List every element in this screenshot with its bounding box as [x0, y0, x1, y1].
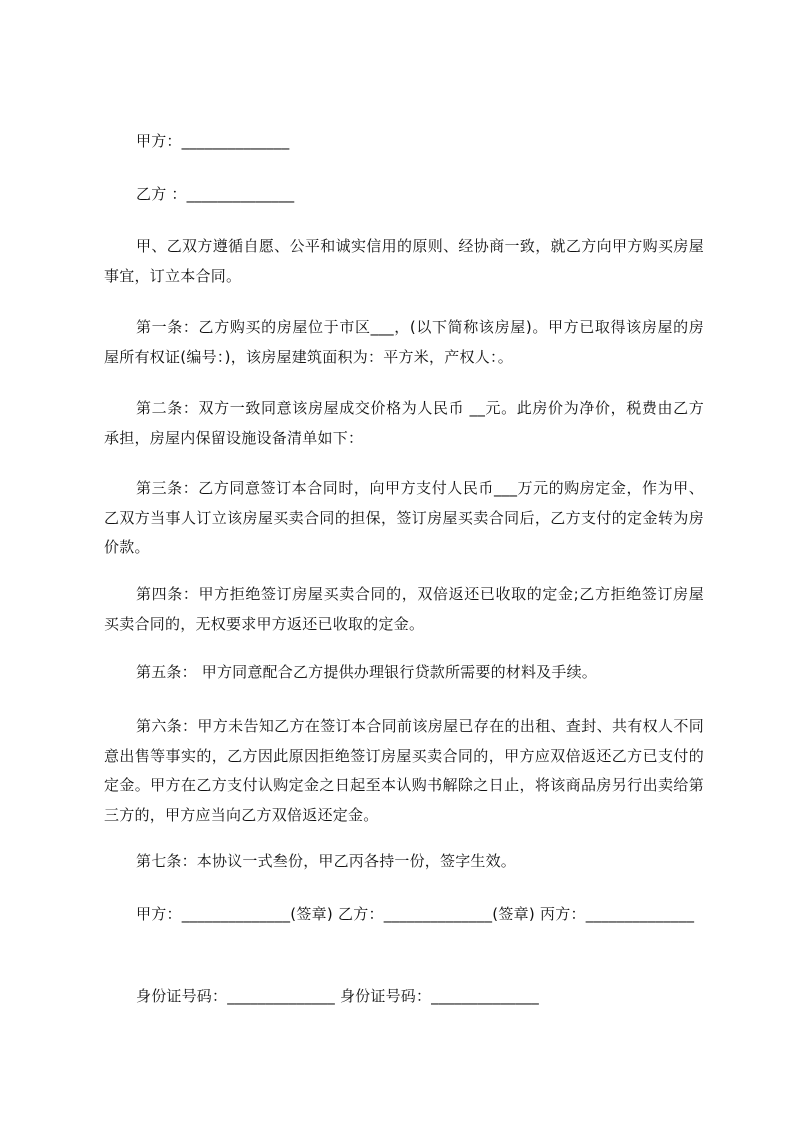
- article-5-line: 第五条： 甲方同意配合乙方提供办理银行贷款所需要的材料及手续。: [136, 663, 597, 681]
- article-4-paragraph: 第四条：甲方拒绝签订房屋买卖合同的，双倍返还已收取的定金;乙方拒绝签订房屋买卖合同的，无权要求甲方返还已收取的定金。: [104, 585, 704, 633]
- party-a-line: 甲方：______________: [136, 132, 290, 150]
- article-7-line: 第七条：本协议一式叁份，甲乙丙各持一份，签字生效。: [136, 852, 517, 870]
- id-numbers-line: 身份证号码：______________ 身份证号码：______________: [136, 987, 539, 1005]
- signatures-paragraph: 甲方：______________(签章) 乙方：______________(签章) 丙方：______________: [136, 905, 695, 923]
- article-1-paragraph: 第一条：乙方购买的房屋位于市区___，(以下简称该房屋)。甲方已取得该房屋的房屋所有权证(编号：)，该房屋建筑面积为：平方米，产权人：。: [104, 318, 704, 366]
- party-b-line: 乙方 ：______________: [136, 185, 295, 203]
- article-2-paragraph: 第二条：双方一致同意该房屋成交价格为人民币 __元。此房价为净价，税费由乙方承担，房屋内保留设施设备清单如下：: [104, 399, 704, 447]
- article-6-paragraph: 第六条：甲方未告知乙方在签订本合同前该房屋已存在的出租、查封、共有权人不同意出售等事实的，乙方因此原因拒绝签订房屋买卖合同的，甲方应双倍返还乙方已支付的定金。甲方在乙方支付认购定金之日起至本认购书解除之日止，将该商品房另行出卖给第三方的，甲方应当向乙方双倍返还定金。: [104, 717, 704, 824]
- article-3-paragraph: 第三条：乙方同意签订本合同时，向甲方支付人民币___万元的购房定金，作为甲、乙双方当事人订立该房屋买卖合同的担保，签订房屋买卖合同后，乙方支付的定金转为房价款。: [104, 479, 704, 556]
- preamble-paragraph: 甲、乙双方遵循自愿、公平和诚实信用的原则、经协商一致，就乙方向甲方购买房屋事宜，订立本合同。: [104, 237, 704, 285]
